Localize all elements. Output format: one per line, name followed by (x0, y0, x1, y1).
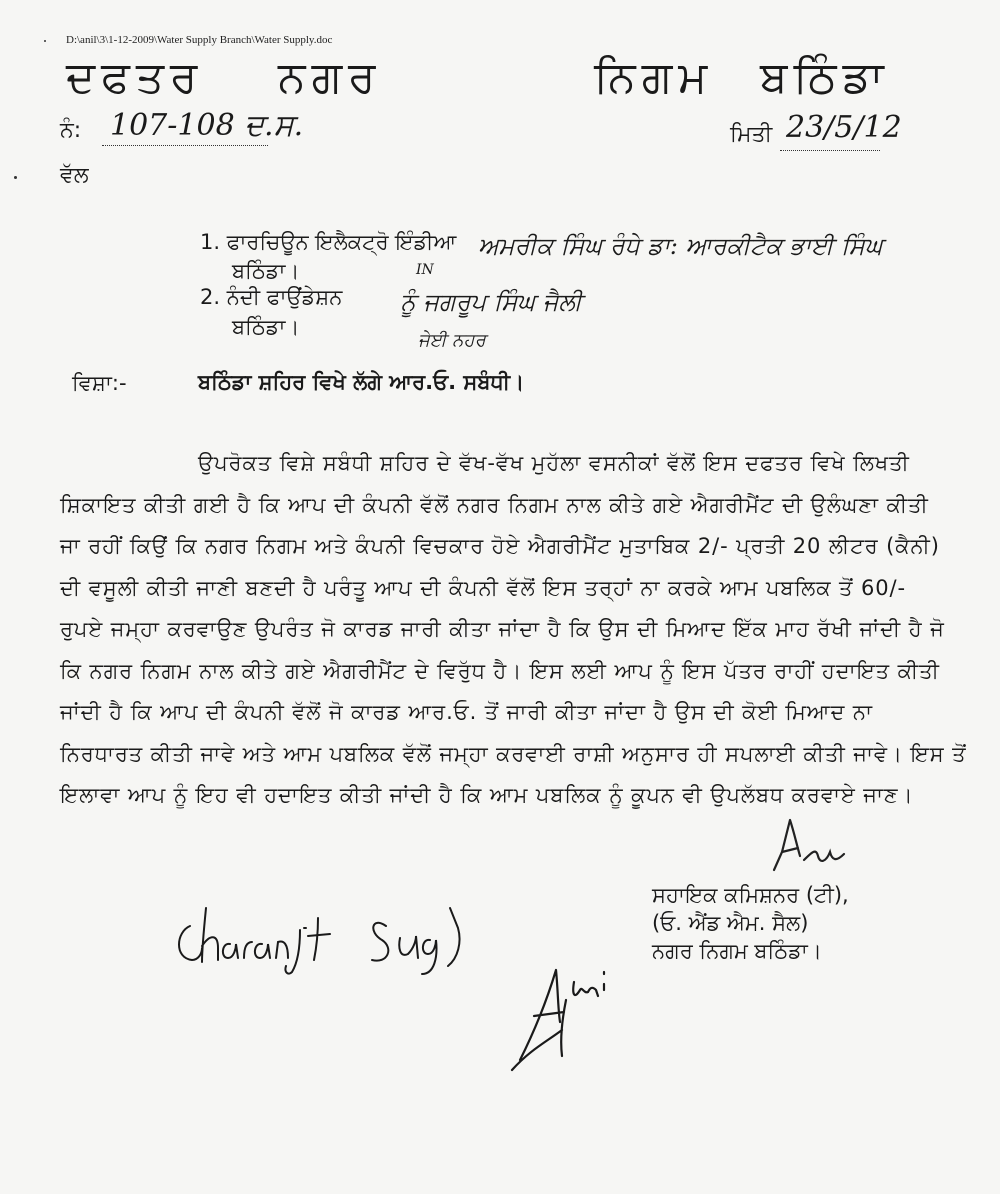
body-line: ਇਲਾਵਾ ਆਪ ਨੂੰ ਇਹ ਵੀ ਹਦਾਇਤ ਕੀਤੀ ਜਾਂਦੀ ਹੈ ਕਿ ਆਮ ਪਬਲਿਕ ਨੂੰ ਕੂਪਨ ਵੀ ਉਪਲੱਬਧ ਕਰਵਾਏ ਜਾਣ। (60, 783, 914, 807)
signatory-designation: ਸਹਾਇਕ ਕਮਿਸ਼ਨਰ (ਟੀ), (652, 883, 849, 907)
addressee-2-city: ਬਠਿੰਡਾ। (232, 315, 300, 339)
letterhead-word-corporation: ਨਿਗਮ (594, 52, 714, 103)
signatory-department: (ਓ. ਐਂਡ ਐਮ. ਸੈਲ) (652, 911, 809, 935)
body-line: ਉਪਰੋਕਤ ਵਿਸ਼ੇ ਸਬੰਧੀ ਸ਼ਹਿਰ ਦੇ ਵੱਖ-ਵੱਖ ਮੁਹੱਲਾ ਵਸਨੀਕਾਂ ਵੱਲੋਂ ਇਸ ਦਫਤਰ ਵਿਖੇ ਲਿਖਤੀ (198, 451, 910, 475)
handwritten-note-3: ਨੂੰ ਜਗਰੂਪ ਸਿੰਘ ਜੈਲੀ (400, 288, 582, 316)
date-dotted-line (780, 150, 880, 151)
body-line: ਜਾਂਦੀ ਹੈ ਕਿ ਆਪ ਦੀ ਕੰਪਨੀ ਵੱਲੋਂ ਜੋ ਕਾਰਡ ਆਰ.ਓ. ਤੋਂ ਜਾਰੀ ਕੀਤਾ ਜਾਂਦਾ ਹੈ ਉਸ ਦੀ ਕੋਈ ਮਿਆਦ ਨਾ (60, 700, 873, 724)
subject-text: ਬਠਿੰਡਾ ਸ਼ਹਿਰ ਵਿਖੇ ਲੱਗੇ ਆਰ.ਓ. ਸਬੰਧੀ। (198, 370, 525, 394)
commissioner-signature (760, 812, 860, 882)
addressee-1-city: ਬਠਿੰਡਾ। (232, 259, 300, 283)
reference-dotted-line (102, 145, 268, 146)
body-line: ਸ਼ਿਕਾਇਤ ਕੀਤੀ ਗਈ ਹੈ ਕਿ ਆਪ ਦੀ ਕੰਪਨੀ ਵੱਲੋਂ ਨਗਰ ਨਿਗਮ ਨਾਲ ਕੀਤੇ ਗਏ ਐਗਰੀਮੈਂਟ ਦੀ ਉਲੰਘਣਾ ਕੀਤੀ (60, 492, 929, 517)
reference-number-handwritten: 107-108 ਦ.ਸ. (110, 108, 304, 143)
subject-label: ਵਿਸ਼ਾ:- (72, 371, 127, 395)
letter-body (60, 443, 967, 817)
date-handwritten: 23/5/12 (786, 110, 902, 145)
date-label: ਮਿਤੀ (730, 122, 773, 147)
body-line: ਰੁਪਏ ਜਮ੍ਹਾ ਕਰਵਾਉਣ ਉਪਰੰਤ ਜੋ ਕਾਰਡ ਜਾਰੀ ਕੀਤਾ ਜਾਂਦਾ ਹੈ ਕਿ ਉਸ ਦੀ ਮਿਆਦ ਇੱਕ ਮਾਹ ਰੱਖੀ ਜਾਂਦੀ ਹੈ ਜੋ (60, 617, 945, 641)
letterhead-word-municipal: ਨਗਰ (278, 52, 382, 103)
receipt-signature-right (500, 960, 640, 1080)
letterhead-word-office: ਦਫਤਰ (66, 52, 204, 103)
to-label: ਵੱਲ (60, 163, 89, 188)
addressee-1-name: 1. ਫਾਰਚਿਊਨ ਇਲੈਕਟ੍ਰੋ ਇੰਡੀਆ (200, 230, 457, 254)
handwritten-note-4: ਜੇਈ ਨਹਰ (418, 330, 486, 351)
body-line: ਦੀ ਵਸੂਲੀ ਕੀਤੀ ਜਾਣੀ ਬਣਦੀ ਹੈ ਪਰੰਤੂ ਆਪ ਦੀ ਕੰਪਨੀ ਵੱਲੋਂ ਇਸ ਤਰ੍ਹਾਂ ਨਾ ਕਰਕੇ ਆਮ ਪਬਲਿਕ ਤੋਂ 60/- (60, 575, 906, 600)
reference-number-label: ਨੰ: (60, 118, 82, 143)
handwritten-note-2: IN (416, 262, 434, 278)
paper-speck (14, 176, 17, 179)
addressee-2-name: 2. ਨੰਦੀ ਫਾਉਂਡੇਸ਼ਨ (200, 285, 343, 309)
body-line: ਕਿ ਨਗਰ ਨਿਗਮ ਨਾਲ ਕੀਤੇ ਗਏ ਐਗਰੀਮੈਂਟ ਦੇ ਵਿਰੁੱਧ ਹੈ। ਇਸ ਲਈ ਆਪ ਨੂੰ ਇਸ ਪੱਤਰ ਰਾਹੀਂ ਹਦਾਇਤ ਕੀਤੀ (60, 658, 940, 683)
handwritten-note-1: ਅਮਰੀਕ ਸਿੰਘ ਰੰਧੇ ਡਾ: ਆਰਕੀਟੈਕ ਭਾਈ ਸਿੰਘ (478, 232, 883, 260)
body-line: ਨਿਰਧਾਰਤ ਕੀਤੀ ਜਾਵੇ ਅਤੇ ਆਮ ਪਬਲਿਕ ਵੱਲੋਂ ਜਮ੍ਹਾ ਕਰਵਾਈ ਰਾਸ਼ੀ ਅਨੁਸਾਰ ਹੀ ਸਪਲਾਈ ਕੀਤੀ ਜਾਵੇ। ਇਸ ਤੋਂ (60, 741, 967, 766)
body-line: ਜਾ ਰਹੀਂ ਕਿਉਂ ਕਿ ਨਗਰ ਨਿਗਮ ਅਤੇ ਕੰਪਨੀ ਵਿਚਕਾਰ ਹੋਏ ਐਗਰੀਮੈਂਟ ਮੁਤਾਬਿਕ 2/- ਪ੍ਰਤੀ 20 ਲੀਟਰ (ਕੈਨੀ) (60, 534, 940, 558)
receipt-signature-left (168, 888, 528, 978)
letterhead-word-city: ਬਠਿੰਡਾ (760, 52, 890, 103)
document-file-path: D:\anil\3\1-12-2009\Water Supply Branch\Water Supply.doc (66, 34, 333, 46)
paper-speck (44, 40, 46, 42)
signatory-office: ਨਗਰ ਨਿਗਮ ਬਠਿੰਡਾ। (652, 939, 822, 963)
